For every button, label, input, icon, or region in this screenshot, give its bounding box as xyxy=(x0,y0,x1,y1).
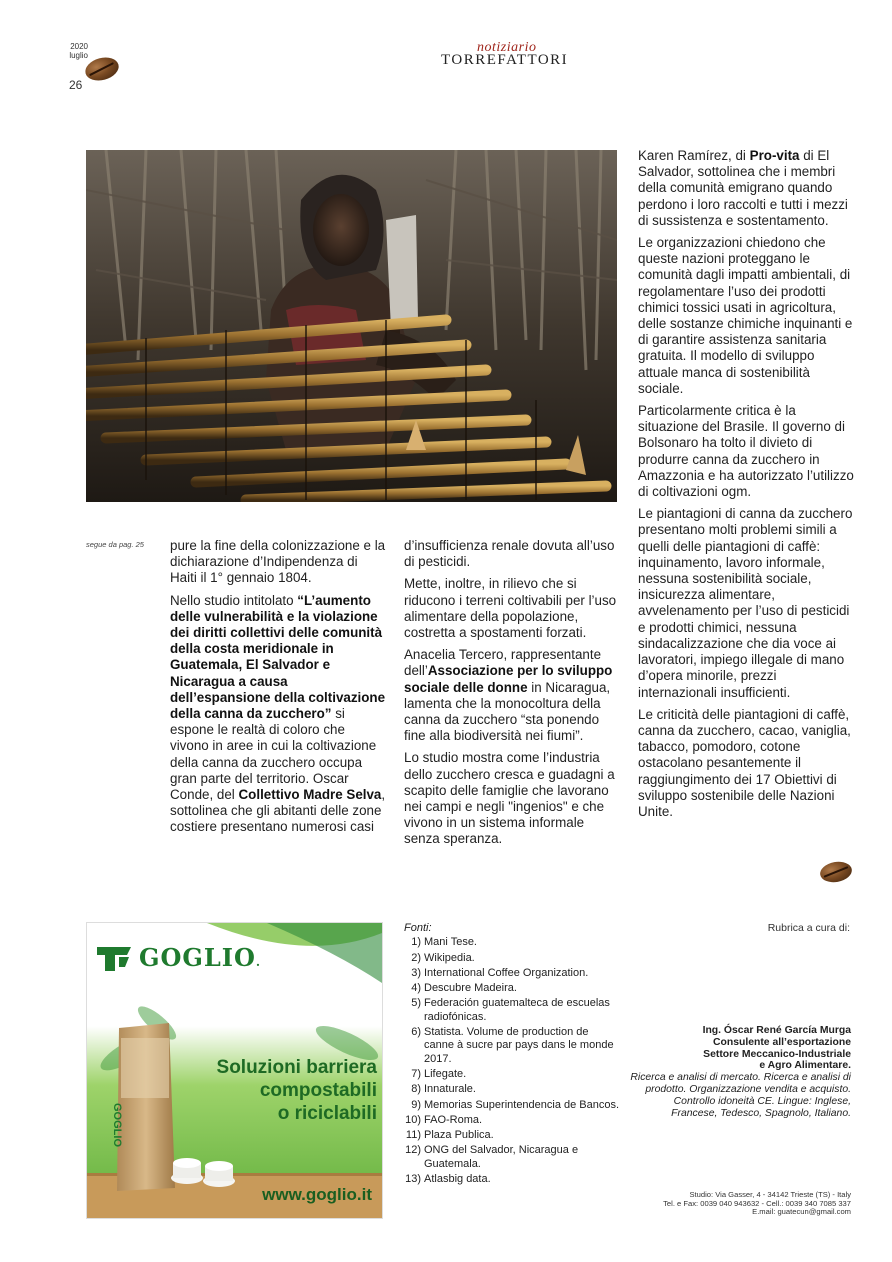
paragraph: Mette, inoltre, in rilievo che si riducono i terreni coltivabili per l’uso alimentare della popolazione, costretta a spostamenti forzati. xyxy=(404,576,617,641)
source-text: International Coffee Organization. xyxy=(424,966,589,979)
paragraph: Le criticità delle piantagioni di caffè, canna da zucchero, cacao, vaniglia, tabacco, pomodoro, cotone ostacolano pesantemente il raggiungimento dei 17 Obiettivi di sviluppo sostenibile delle Nazioni Unite. xyxy=(638,706,851,819)
continued-from: segue da pag. 25 xyxy=(86,540,144,549)
study-title: “L’aumento delle vulnerabilità e la violazione dei diritti collettivi delle comunità della costa meridionale in Guatemala, El Salvador e Nicaragua a causa dell’espansione della coltivazione della canna da zucchero” xyxy=(170,592,386,722)
brand-mark: . xyxy=(255,955,262,969)
issue-date xyxy=(62,42,88,60)
sugarcane-worker-photo xyxy=(86,150,617,502)
issue-year: 2020 xyxy=(70,42,88,51)
studio-phone: Tel. e Fax: 0039 040 943632 - Cell.: 0039 340 7085 337 xyxy=(663,1198,851,1208)
coffee-bean-icon xyxy=(83,54,122,84)
goglio-brand xyxy=(139,943,261,972)
article-column-2 xyxy=(404,538,620,854)
text: Nello studio intitolato xyxy=(170,592,298,608)
source-number: 12) xyxy=(405,1144,421,1157)
text: si espone le realtà di coloro che vivono in aree in cui la coltivazione della canna da zucchero occupa gran parte del territorio. Oscar Conde, del xyxy=(170,706,377,803)
author-role: Settore Meccanico-Industriale xyxy=(703,1048,851,1060)
source-text: ONG del Salvador, Nicaragua e Guatemala. xyxy=(424,1144,579,1170)
goglio-logo-icon xyxy=(95,943,133,973)
ad-headline xyxy=(187,1056,377,1125)
ad-headline-line: compostabili xyxy=(259,1080,377,1101)
author-block xyxy=(628,1025,851,1119)
text: Anacelia Tercero, rappresentante dell’ xyxy=(404,647,602,679)
ad-headline-line: Soluzioni barriera xyxy=(216,1057,377,1078)
source-text: FAO-Roma. xyxy=(424,1113,483,1126)
source-number: 10) xyxy=(405,1113,421,1126)
source-item xyxy=(404,997,620,1024)
source-item xyxy=(404,1026,620,1066)
issue-month: luglio xyxy=(69,51,88,60)
source-text: Plaza Publica. xyxy=(424,1129,494,1142)
sources-items xyxy=(404,936,620,1186)
paragraph: pure la fine della colonizzazione e la dichiarazione d’Indipendenza di Haiti il 1° gennaio 1804. xyxy=(170,538,386,586)
masthead-subtitle: notiziario xyxy=(477,40,537,55)
source-number: 11) xyxy=(405,1129,421,1142)
goglio-advertisement[interactable] xyxy=(86,922,383,1219)
studio-address: Studio: Via Gasser, 4 - 34142 Trieste (TS) - Italy xyxy=(689,1190,851,1199)
organization-name: Pro-vita xyxy=(749,148,800,163)
brand-name: GOGLIO xyxy=(139,943,256,972)
studio-email[interactable]: E.mail: guatecun@gmail.com xyxy=(752,1207,851,1217)
ad-headline-line: o riciclabili xyxy=(277,1103,377,1124)
source-number: 4) xyxy=(411,982,421,995)
organization-name: Associazione per lo sviluppo sociale delle donne xyxy=(404,663,613,695)
author-services: Ricerca e analisi di mercato. Ricerca e analisi di prodotto. Organizzazione vendita e acquisto. Controllo idoneità CE. Lingue: Inglese, Francese, Tedesco, Spagnolo, Italiano. xyxy=(630,1072,851,1119)
sources-title: Fonti: xyxy=(404,922,432,934)
text: , sottolinea che gli abitanti delle zone costiere presentano numerosi casi xyxy=(170,787,386,835)
author-name: Ing. Óscar René García Murga xyxy=(702,1025,851,1036)
column-credit: Rubrica a cura di: xyxy=(767,922,850,934)
source-text: Statista. Volume de production de canne à sucre par pays dans le monde 2017. xyxy=(424,1026,614,1065)
article-column-1 xyxy=(170,538,386,842)
source-number: 9) xyxy=(411,1098,421,1111)
page-number: 26 xyxy=(69,78,83,92)
source-text: Memorias Superintendencia de Bancos. xyxy=(424,1098,620,1111)
source-item xyxy=(404,1068,620,1081)
source-text: Lifegate. xyxy=(424,1067,467,1080)
source-item xyxy=(404,936,620,949)
ad-url-link[interactable]: www.goglio.it xyxy=(262,1185,372,1204)
source-item xyxy=(404,1129,620,1142)
ad-pack-label: GOGLIO xyxy=(111,1103,123,1147)
source-number: 7) xyxy=(411,1067,421,1080)
source-number: 8) xyxy=(411,1083,421,1096)
source-item xyxy=(404,1083,620,1096)
paragraph: Le organizzazioni chiedono che queste nazioni proteggano le comunità dagli impatti ambientali, di regolamentare l’uso dei prodotti chimici tossici usati in agricoltura, delle sostanze chimiche inquinanti e di garantire assistenza sanitaria gratuita. Il modello di sviluppo attuale manca di sostenibilità sociale. xyxy=(638,235,853,396)
author-contacts xyxy=(628,1191,851,1217)
source-number: 2) xyxy=(411,951,421,964)
source-number: 13) xyxy=(405,1173,421,1186)
source-text: Mani Tese. xyxy=(424,936,477,949)
source-text: Innaturale. xyxy=(424,1083,476,1096)
author-role: e Agro Alimentare. xyxy=(759,1060,851,1072)
source-item xyxy=(404,1173,620,1186)
source-item xyxy=(404,1144,620,1171)
source-number: 3) xyxy=(411,966,421,979)
source-item xyxy=(404,952,620,965)
paragraph xyxy=(638,148,854,229)
article-column-right xyxy=(638,148,854,826)
organization-name: Collettivo Madre Selva xyxy=(238,787,382,803)
paragraph: d’insufficienza renale dovuta all’uso di pesticidi. xyxy=(404,538,615,570)
source-text: Federación guatemalteca de escuelas radiofónicas. xyxy=(424,997,610,1023)
masthead-title: TORREFATTORI xyxy=(441,52,569,68)
text: Karen Ramírez, di xyxy=(638,148,750,163)
text: di El Salvador, sottolinea che i membri della comunità emigrano quando perdono i loro raccolti e tutti i mezzi di sussistenza e sostentamento. xyxy=(638,148,848,228)
source-text: Wikipedia. xyxy=(424,951,475,964)
source-number: 6) xyxy=(411,1026,421,1039)
text: in Nicaragua, lamenta che la monocoltura della canna da zucchero “sta ponendo fine alla biodiversità nei fiumi”. xyxy=(404,679,611,744)
sources-list xyxy=(404,922,620,1188)
source-item xyxy=(404,1114,620,1127)
paragraph: Lo studio mostra come l’industria dello zucchero cresca e guadagni a scapito delle famiglie che lavorano nei campi e negli "ingenios" e che vivono in un sistema informale senza speranza. xyxy=(404,750,615,847)
source-text: Atlasbig data. xyxy=(424,1173,491,1186)
source-item xyxy=(404,982,620,995)
coffee-bean-icon xyxy=(819,859,854,884)
source-item xyxy=(404,1099,620,1112)
source-number: 1) xyxy=(411,936,421,949)
paragraph xyxy=(404,647,620,744)
photo-illustration xyxy=(86,150,617,502)
author-role: Consulente all’esportazione xyxy=(713,1036,851,1048)
source-text: Descubre Madeira. xyxy=(424,982,517,995)
source-item xyxy=(404,967,620,980)
paragraph: Le piantagioni di canna da zucchero presentano molti problemi simili a quelli delle piantagioni di caffè: inquinamento, lavoro informale, nessuna sostenibilità sociale, insicurezza alimentare, avvelenamento per l’uso di pesticidi e prodotti chimici, nessuna sindacalizzazione che dia voce ai lavoratori, impiego illegale di mano d’opera minorile, prezzi internazionali insufficienti. xyxy=(638,506,853,700)
paragraph: Particolarmente critica è la situazione del Brasile. Il governo di Bolsonaro ha tolto il divieto di produrre canna da zucchero in Amazzonia e ha autorizzato l’utilizzo di coltivazioni ogm. xyxy=(638,403,854,500)
paragraph xyxy=(170,593,386,836)
source-number: 5) xyxy=(411,997,421,1010)
